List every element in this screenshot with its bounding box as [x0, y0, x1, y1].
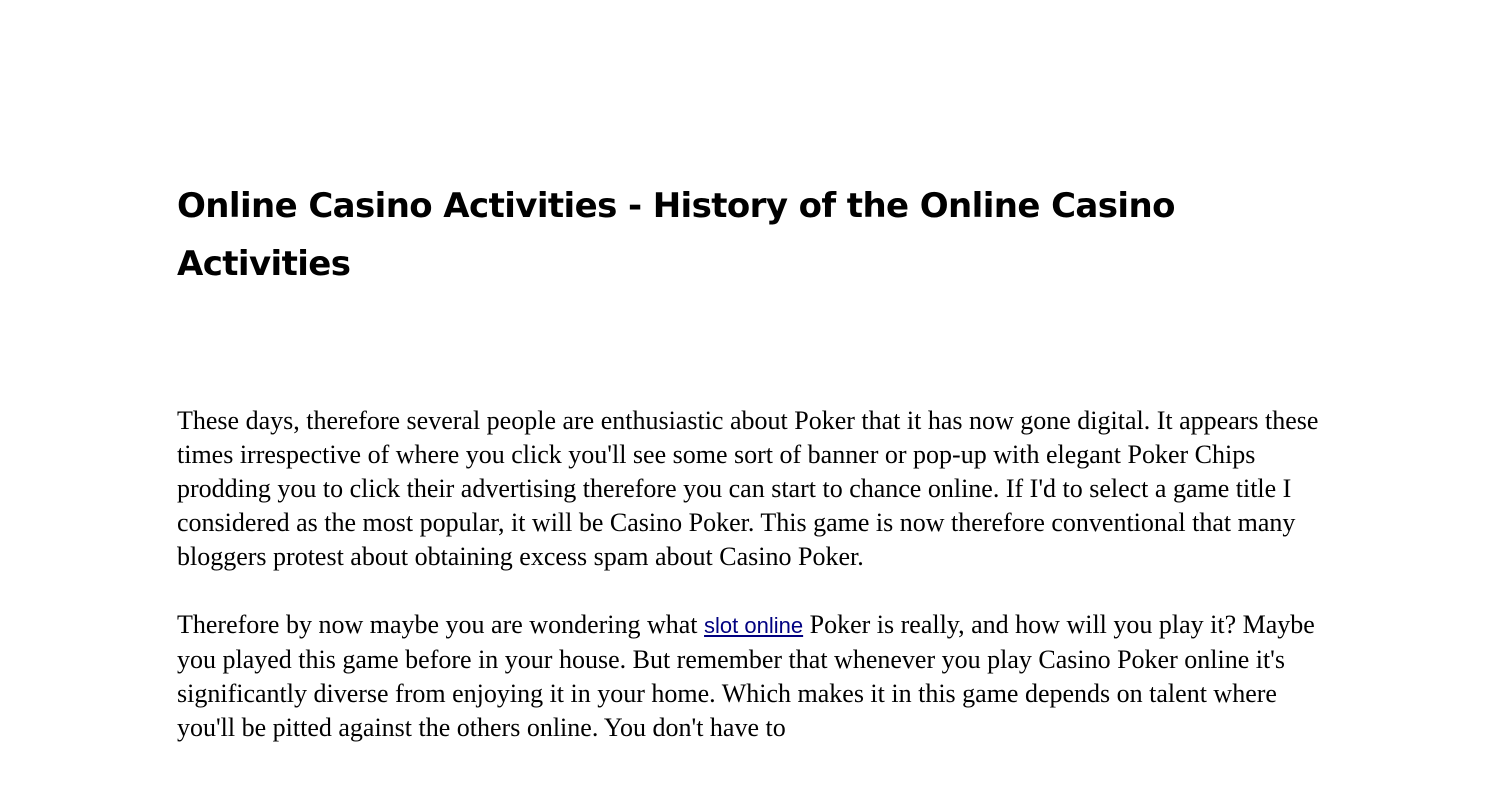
paragraph-2-text-end: Poker is really, and how will you play it? Maybe you played this game before in your house. But remember that whenever you play Casino Poker online it's significantly diverse from enjoying it in your home. Which makes it in this game depends on talent where you'll be pitted against the others online. You don't have to [177, 610, 1315, 742]
paragraph-2-text-start: Therefore by now maybe you are wondering what [177, 610, 705, 639]
document-body [177, 404, 1337, 779]
paragraph-1: These days, therefore several people are enthusiastic about Poker that it has now gone digital. It appears these times irrespective of where you click you'll see some sort of banner or pop-up with elegant Poker Chips prodding you to click their advertising therefore you can start to chance online. If I'd to select a game title I considered as the most popular, it will be Casino Poker. This game is now therefore conventional that many bloggers protest about obtaining excess spam about Casino Poker. [177, 406, 1319, 571]
document-title: Online Casino Activities - History of the Online Casino Activities [177, 186, 1175, 284]
paragraph-2 [177, 608, 1337, 745]
slot-online-link[interactable]: slot online [704, 613, 804, 638]
